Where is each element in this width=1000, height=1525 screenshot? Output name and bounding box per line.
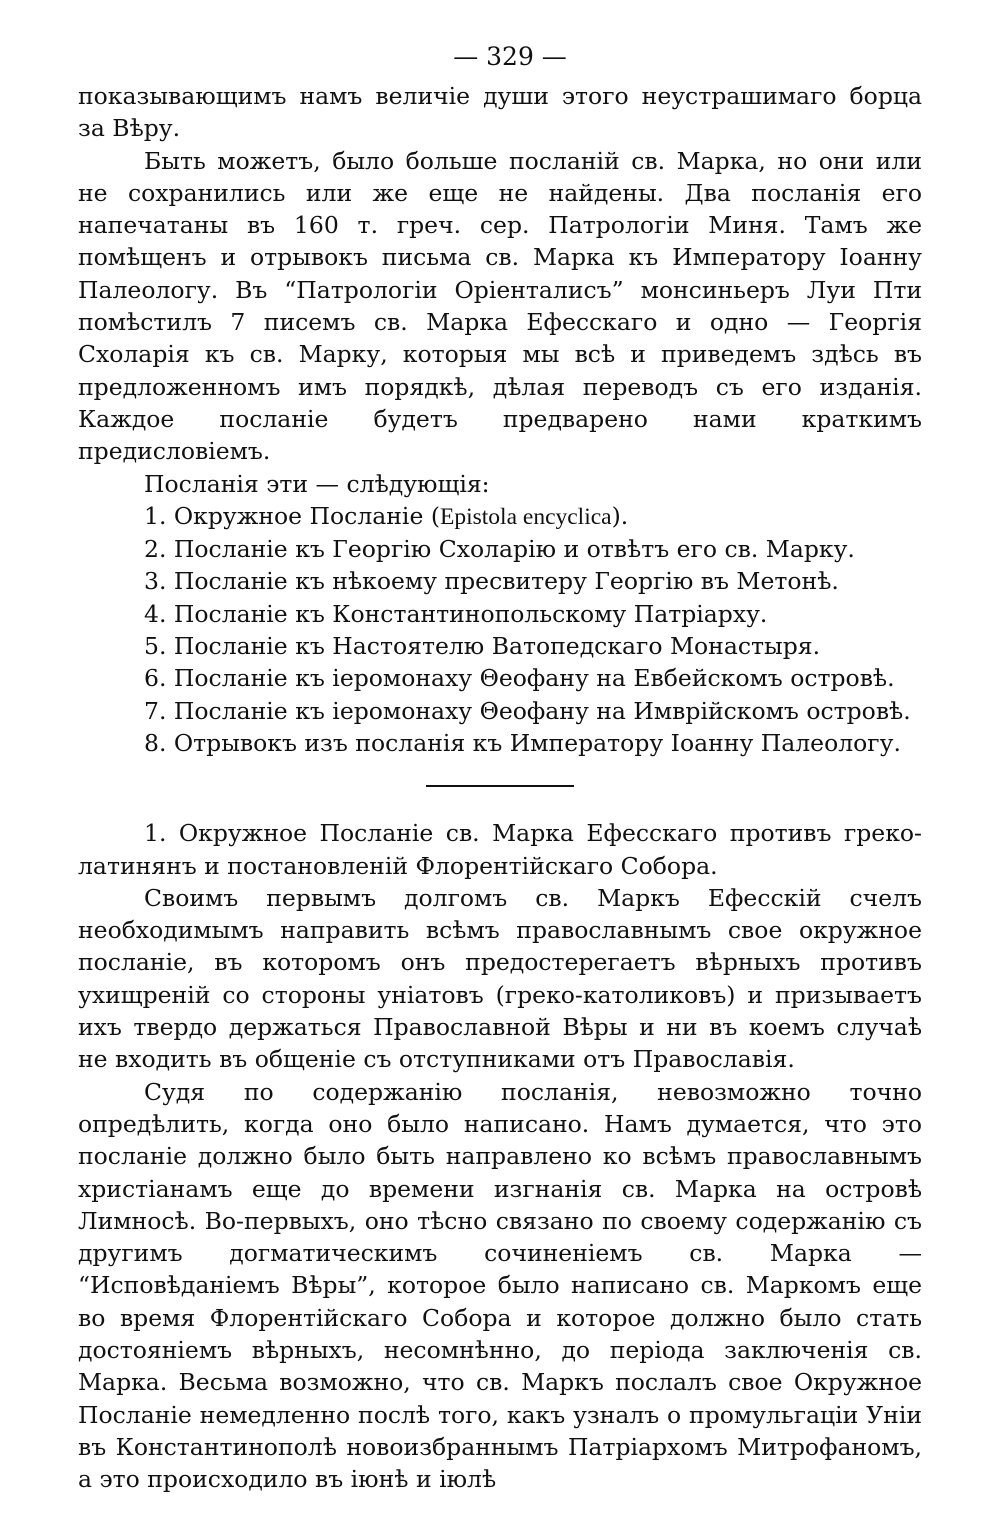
list-item: 2. Посланіе къ Георгію Схоларію и отвѣтъ его св. Марку. — [144, 535, 855, 564]
list-item — [78, 500, 922, 533]
paragraph-dating: Судя по содержанію посланія, невозможно точно опредѣлить, когда оно было написано. Намъ думается, что это посланіе должно было быть направлено ко всѣмъ православнымъ христіанамъ еще до времени изгнанія св. Марка на островѣ Лимносѣ. Во-первыхъ, оно тѣсно связано по своему содержанію съ другимъ догматическимъ сочиненіемъ св. Марка — “Исповѣданіемъ Вѣры”, которое было написано св. Маркомъ еще во время Флорентійскаго Собора и которое должно было стать достояніемъ вѣрныхъ, несомнѣнно, до періода заключенія св. Марка. Весьма возможно, что св. Маркъ послалъ свое Окружное Посланіе немедленно послѣ того, какъ узналъ о промульгаціи Уніи въ Константинополѣ новоизбраннымъ Патріархомъ Митрофаномъ, а это происходило въ іюнѣ и іюлѣ — [78, 1077, 922, 1494]
list-item: 8. Отрывокъ изъ посланія къ Императору Іоанну Палеологу. — [144, 728, 901, 757]
list-item-tail: ). — [611, 501, 629, 530]
list-intro: Посланія эти — слѣдующія: — [144, 469, 490, 498]
paragraph-continuation: показывающимъ намъ величіе души этого неустрашимаго борца за Вѣру. — [78, 82, 922, 143]
page-number: — 329 — — [453, 42, 567, 71]
paragraph-first-duty: Своимъ первымъ долгомъ св. Маркъ Ефесскій счелъ необходимымъ направить всѣмъ православнымъ свое окружное посланіе, въ которомъ онъ предостерегаетъ вѣрныхъ противъ ухищреній со стороны уніатовъ (греко-католиковъ) и призываетъ ихъ твердо держаться Православной Вѣры и ни въ коемъ случаѣ не входить въ общеніе съ отступниками отъ Православія. — [78, 883, 922, 1074]
paragraph-epistles-intro: Быть можетъ, было больше посланій св. Марка, но они или не сохранились или же еще не найдены. Два посланія его напечатаны въ 160 т. греч. сер. Патрологіи Миня. Тамъ же помѣщенъ и отрывокъ письма св. Марка къ Императору Іоанну Палеологу. Въ “Патрологіи Оріенталисъ” монсиньеръ Луи Пти помѣстилъ 7 писемъ св. Марка Ефесскаго и одно — Георгія Схоларія къ св. Марку, которыя мы всѣ и приведемъ здѣсь въ предложенномъ имъ порядкѣ, дѣлая переводъ съ его изданія. Каждое посланіе будетъ предварено нами краткимъ предисловіемъ. — [78, 146, 922, 466]
list-item: 4. Посланіе къ Константинопольскому Патріарху. — [144, 599, 768, 628]
list-item: 5. Посланіе къ Настоятелю Ватопедскаго Монастыря. — [144, 632, 821, 661]
epistles-list — [78, 500, 922, 759]
list-item: 3. Посланіе къ нѣкоему пресвитеру Георгію въ Метонѣ. — [144, 567, 839, 596]
list-item-latin: Epistola encyclica — [440, 503, 612, 530]
list-item: 7. Посланіе къ іеромонаху Θеофану на Имврійскомъ островѣ. — [144, 696, 911, 725]
section-heading: 1. Окружное Посланіе св. Марка Ефесскаго противъ греко-латинянъ и постановленій Флорентійскаго Собора. — [78, 819, 922, 880]
list-item: 6. Посланіе къ іеромонаху Θеофану на Евбейскомъ островѣ. — [144, 664, 895, 693]
section-divider — [426, 785, 574, 787]
list-item-text: 1. Окружное Посланіе ( — [144, 501, 440, 530]
